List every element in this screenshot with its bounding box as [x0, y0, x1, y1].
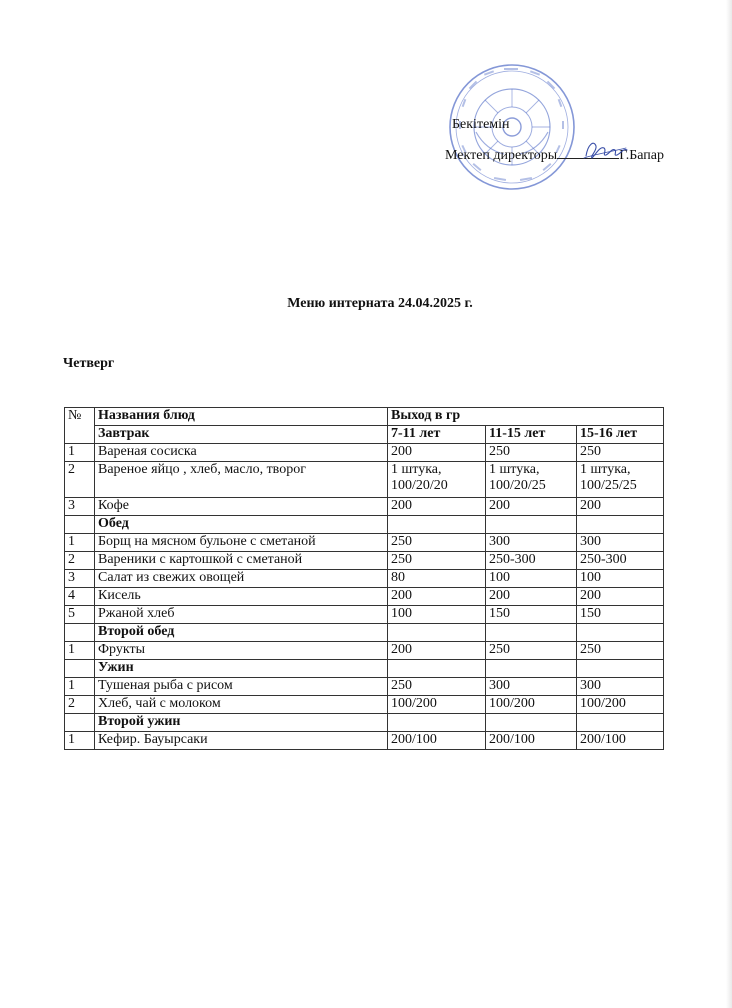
item-num: 5: [65, 606, 95, 624]
empty-cell: [486, 714, 577, 732]
portion-7-11: 200: [388, 588, 486, 606]
table-row: [65, 606, 664, 624]
age-group-header: 15-16 лет: [577, 426, 664, 444]
empty-cell: [577, 516, 664, 534]
header-output: Выход в гр: [388, 408, 664, 426]
portion-15-16: 250: [577, 444, 664, 462]
section-row: [65, 714, 664, 732]
table-row: [65, 732, 664, 750]
portion-11-15: 300: [486, 678, 577, 696]
portion-7-11: 200: [388, 642, 486, 660]
dish-name: Тушеная рыба с рисом: [95, 678, 388, 696]
portion-11-15: 300: [486, 534, 577, 552]
approval-title: Бекітемін: [452, 117, 510, 132]
portion-15-16: 1 штука, 100/25/25: [577, 462, 664, 498]
dish-name: Вареное яйцо , хлеб, масло, творог: [95, 462, 388, 498]
portion-15-16: 300: [577, 678, 664, 696]
portion-7-11: 100/200: [388, 696, 486, 714]
age-group-header: 7-11 лет: [388, 426, 486, 444]
empty-cell: [486, 660, 577, 678]
table-row: [65, 588, 664, 606]
table-header-row: [65, 408, 664, 426]
table-row: [65, 570, 664, 588]
section-title: Ужин: [95, 660, 388, 678]
handwritten-signature: [580, 136, 630, 164]
portion-7-11: 100: [388, 606, 486, 624]
portion-11-15: 150: [486, 606, 577, 624]
table-row: [65, 534, 664, 552]
portion-7-11: 80: [388, 570, 486, 588]
portion-11-15: 100/200: [486, 696, 577, 714]
empty-cell: [486, 516, 577, 534]
item-num: 1: [65, 444, 95, 462]
section-row: [65, 516, 664, 534]
table-row: [65, 444, 664, 462]
section-num-cell: [65, 516, 95, 534]
director-label: Мектеп директоры: [445, 148, 558, 163]
section-row: [65, 624, 664, 642]
portion-11-15: 200: [486, 588, 577, 606]
section-num-cell: [65, 660, 95, 678]
table-row: [65, 462, 664, 498]
item-num: 2: [65, 696, 95, 714]
portion-15-16: 250: [577, 642, 664, 660]
section-title: Обед: [95, 516, 388, 534]
empty-cell: [388, 660, 486, 678]
item-num: 1: [65, 642, 95, 660]
section-row: [65, 660, 664, 678]
portion-11-15: 200: [486, 498, 577, 516]
portion-11-15: 100: [486, 570, 577, 588]
portion-11-15: 250: [486, 642, 577, 660]
dish-name: Кисель: [95, 588, 388, 606]
portion-15-16: 250-300: [577, 552, 664, 570]
dish-name: Кофе: [95, 498, 388, 516]
item-num: 3: [65, 570, 95, 588]
portion-15-16: 100/200: [577, 696, 664, 714]
dish-name: Салат из свежих овощей: [95, 570, 388, 588]
day-of-week: Четверг: [63, 356, 115, 371]
scan-edge: [726, 0, 732, 1008]
section-title: Второй обед: [95, 624, 388, 642]
portion-7-11: 200: [388, 498, 486, 516]
dish-name: Кефир. Бауырсаки: [95, 732, 388, 750]
empty-cell: [577, 660, 664, 678]
portion-15-16: 300: [577, 534, 664, 552]
item-num: 1: [65, 678, 95, 696]
portion-7-11: 1 штука, 100/20/20: [388, 462, 486, 498]
portion-11-15: 250: [486, 444, 577, 462]
dish-name: Ржаной хлеб: [95, 606, 388, 624]
table-row: [65, 678, 664, 696]
portion-7-11: 250: [388, 678, 486, 696]
section-num-cell: [65, 714, 95, 732]
dish-name: Вареная сосиска: [95, 444, 388, 462]
portion-11-15: 1 штука, 100/20/25: [486, 462, 577, 498]
menu-title: Меню интерната 24.04.2025 г.: [287, 296, 473, 311]
portion-15-16: 200/100: [577, 732, 664, 750]
item-num: 3: [65, 498, 95, 516]
section-title: Завтрак: [95, 426, 388, 444]
dish-name: Вареники с картошкой с сметаной: [95, 552, 388, 570]
portion-15-16: 200: [577, 498, 664, 516]
empty-cell: [388, 516, 486, 534]
portion-15-16: 100: [577, 570, 664, 588]
empty-cell: [388, 624, 486, 642]
portion-7-11: 250: [388, 534, 486, 552]
portion-7-11: 200/100: [388, 732, 486, 750]
empty-cell: [486, 624, 577, 642]
table-row: [65, 642, 664, 660]
item-num: 2: [65, 552, 95, 570]
menu-table: [64, 407, 664, 750]
portion-7-11: 250: [388, 552, 486, 570]
empty-cell: [388, 714, 486, 732]
empty-cell: [577, 714, 664, 732]
section-row: [65, 426, 664, 444]
director-name: Г.Бапар: [619, 148, 665, 163]
dish-name: Борщ на мясном бульоне с сметаной: [95, 534, 388, 552]
age-group-header: 11-15 лет: [486, 426, 577, 444]
portion-15-16: 200: [577, 588, 664, 606]
dish-name: Хлеб, чай с молоком: [95, 696, 388, 714]
dish-name: Фрукты: [95, 642, 388, 660]
director-line: [445, 146, 664, 164]
table-row: [65, 498, 664, 516]
portion-15-16: 150: [577, 606, 664, 624]
header-num: №: [65, 408, 95, 444]
header-name: Названия блюд: [95, 408, 388, 426]
table-row: [65, 552, 664, 570]
item-num: 4: [65, 588, 95, 606]
empty-cell: [577, 624, 664, 642]
item-num: 2: [65, 462, 95, 498]
section-title: Второй ужин: [95, 714, 388, 732]
portion-11-15: 200/100: [486, 732, 577, 750]
table-row: [65, 696, 664, 714]
portion-7-11: 200: [388, 444, 486, 462]
item-num: 1: [65, 534, 95, 552]
section-num-cell: [65, 624, 95, 642]
item-num: 1: [65, 732, 95, 750]
portion-11-15: 250-300: [486, 552, 577, 570]
